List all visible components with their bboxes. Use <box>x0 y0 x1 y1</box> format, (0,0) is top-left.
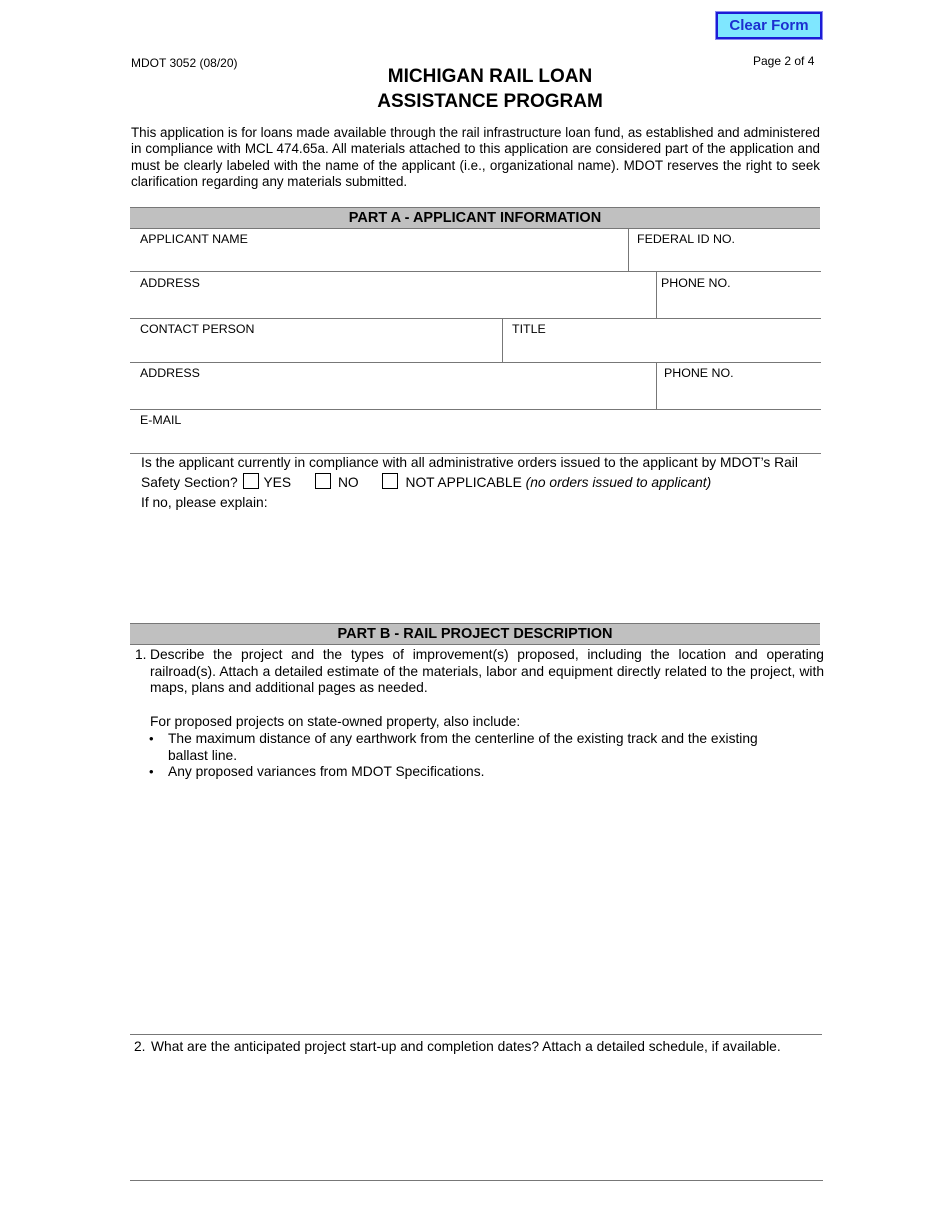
intro-paragraph: This application is for loans made available through the rail infrastructure loan fund, as established and administered in compliance with MCL 474.65a. All materials attached to this application are considered part of the application and must be clearly labeled with the name of the applicant (i.e., organizational name). MDOT reserves the right to seek clarification regarding any materials submitted. <box>131 125 820 190</box>
federal-id-label: FEDERAL ID NO. <box>637 232 735 246</box>
bullet-icon: • <box>149 731 154 746</box>
yes-checkbox[interactable] <box>243 473 259 489</box>
applicant-name-field[interactable] <box>131 248 625 270</box>
contact-person-field[interactable] <box>131 338 499 360</box>
federal-id-field[interactable] <box>632 248 818 270</box>
title-field[interactable] <box>506 338 818 360</box>
divider <box>656 272 657 318</box>
email-label: E-MAIL <box>140 413 182 427</box>
question-1-text: Describe the project and the types of improvement(s) proposed, including the location and operating railroad(s). Attach a detailed estimate of the materials, labor and equipment directly related to the project, with maps, plans and additional pages as needed. <box>150 647 824 696</box>
divider <box>628 228 629 272</box>
page-title <box>300 64 680 114</box>
project-description-field[interactable] <box>131 785 819 1030</box>
no-label: NO <box>337 475 359 490</box>
title-line-1: MICHIGAN RAIL LOAN <box>387 66 593 87</box>
divider <box>130 362 821 363</box>
phone-label-2: PHONE NO. <box>664 366 734 380</box>
divider <box>130 318 821 319</box>
question-2-number: 2. <box>134 1039 146 1054</box>
part-a-heading: PART A - APPLICANT INFORMATION <box>130 207 820 229</box>
compliance-question-text: Safety Section? <box>141 475 238 490</box>
phone-label: PHONE NO. <box>661 276 731 290</box>
project-dates-field[interactable] <box>131 1060 819 1175</box>
not-applicable-label: NOT APPLICABLE <box>405 475 522 490</box>
not-applicable-checkbox[interactable] <box>382 473 398 489</box>
bullet-icon: • <box>149 764 154 779</box>
divider <box>656 363 657 409</box>
explain-field[interactable] <box>131 515 819 615</box>
part-b-heading: PART B - RAIL PROJECT DESCRIPTION <box>130 623 820 645</box>
divider <box>130 1034 822 1035</box>
compliance-question-line-1: Is the applicant currently in compliance with all administrative orders issued to the applicant by MDOT’s Rail <box>141 455 798 470</box>
title-label: TITLE <box>512 322 546 336</box>
bullet-1-text: The maximum distance of any earthwork from the centerline of the existing track and the existing ballast line. <box>168 731 758 763</box>
page-number: Page 2 of 4 <box>753 54 815 68</box>
divider <box>130 271 821 272</box>
address-field[interactable] <box>131 292 653 316</box>
explain-label: If no, please explain: <box>141 495 268 510</box>
address-field-2[interactable] <box>131 382 653 406</box>
phone-field[interactable] <box>660 292 818 316</box>
contact-person-label: CONTACT PERSON <box>140 322 255 336</box>
not-applicable-note: (no orders issued to applicant) <box>525 475 712 490</box>
divider <box>130 409 821 410</box>
clear-form-button[interactable]: Clear Form <box>716 12 822 39</box>
divider <box>130 1180 823 1181</box>
question-2-text: What are the anticipated project start-up and completion dates? Attach a detailed schedule, if available. <box>151 1039 781 1054</box>
address-label: ADDRESS <box>140 276 200 290</box>
phone-field-2[interactable] <box>660 382 818 406</box>
email-field[interactable] <box>131 429 819 451</box>
compliance-question <box>141 453 831 513</box>
title-line-2: ASSISTANCE PROGRAM <box>377 91 603 112</box>
no-checkbox[interactable] <box>315 473 331 489</box>
yes-label: YES <box>263 475 292 490</box>
address-label-2: ADDRESS <box>140 366 200 380</box>
bullet-2-text: Any proposed variances from MDOT Specifications. <box>168 764 485 779</box>
applicant-name-label: APPLICANT NAME <box>140 232 248 246</box>
question-1-number: 1. <box>135 647 147 662</box>
divider <box>502 319 503 362</box>
form-number: MDOT 3052 (08/20) <box>131 56 238 70</box>
question-1-subtext: For proposed projects on state-owned property, also include: <box>150 714 521 729</box>
compliance-question-line-2 <box>141 473 831 493</box>
